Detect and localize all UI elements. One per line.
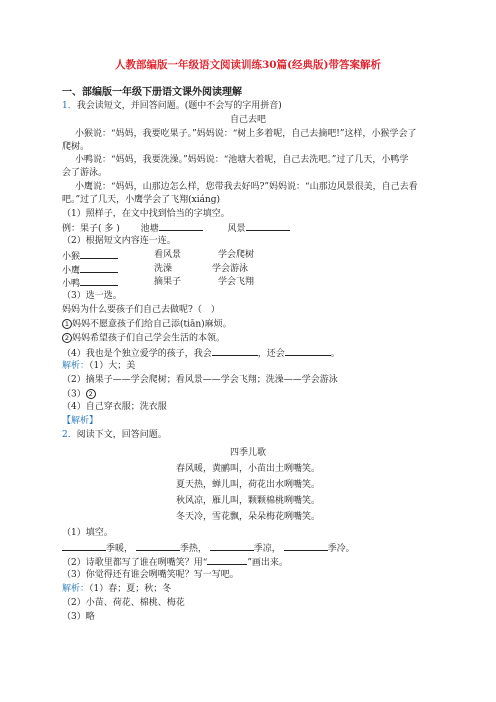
q2-sub-question-3: （3）你觉得还有谁会咧嘴笑呢？写一写吧。 <box>62 570 239 580</box>
fill-label: 风景 <box>227 224 246 234</box>
match-row <box>62 250 118 263</box>
sub-question-1: （1）照样子，在文中找到恰当的字填空。 <box>62 209 230 219</box>
poem-line: 冬天冷，雪花飘，朵朵梅花咧嘴笑。 <box>176 512 321 522</box>
story-title: 自己去吧 <box>229 115 266 125</box>
story-paragraph-2-cont: 会了游泳。 <box>62 168 108 178</box>
fill-text: 季热， <box>179 544 207 554</box>
answer-blank[interactable] <box>210 542 254 551</box>
sub-question-3: （3）选一选。 <box>62 291 122 301</box>
q2-answer-line-2: （2）小苗、荷花、棉桃、梅花 <box>62 598 185 608</box>
match-row <box>62 264 118 277</box>
poem-line: 夏天热，蝉儿叫，荷花出水咧嘴笑。 <box>176 480 321 490</box>
poem-line: 春风暖，黄鹂叫，小苗出土咧嘴笑。 <box>176 464 321 474</box>
answer-blank[interactable] <box>62 542 106 551</box>
story-paragraph-3-cont: 吧。”过了几天，小鹰学会了飞翔(xiáng) <box>62 195 221 205</box>
match-right: 学会飞翔 <box>218 277 255 287</box>
fill-line <box>62 542 355 555</box>
answer-blank[interactable] <box>80 277 118 286</box>
match-row <box>62 277 118 290</box>
fill-text: 季凉， <box>253 544 281 554</box>
story-paragraph-1: 小猴说：“妈妈，我要吃果子。”妈妈说：“树上多着呢，自己去摘吧!”这样，小猴学会了 <box>75 129 417 139</box>
answer-blank[interactable] <box>285 347 331 356</box>
answer-blank[interactable] <box>136 542 180 551</box>
answer-text: （1）春；夏；秋；冬 <box>89 584 172 594</box>
question-text: 阅读下文，回答问题。 <box>76 430 167 440</box>
poem-line: 秋风凉，雁儿叫，颗颗棉桃咧嘴笑。 <box>176 496 321 506</box>
question-2-intro <box>62 430 167 441</box>
option-marker: 1 <box>62 319 72 329</box>
question-text: ，还会 <box>257 349 285 359</box>
answer-line-2: （2）摘果子——学会爬树；看风景——学会飞翔；洗澡——学会游泳 <box>62 375 338 385</box>
poem-title: 四季儿歌 <box>229 448 266 458</box>
explanation-link[interactable]: 【解析】 <box>62 416 99 426</box>
answer-text: （3） <box>62 389 86 400</box>
answer-blank[interactable] <box>159 222 203 231</box>
option-text: 妈妈希望孩子们自己学会生活的本领。 <box>72 333 226 344</box>
option-marker: 2 <box>86 389 96 399</box>
answer-blank[interactable] <box>246 222 290 231</box>
example-line <box>62 222 290 235</box>
fill-text: 季冷。 <box>327 544 355 554</box>
q2-answer-line-3: （3）略 <box>62 612 95 622</box>
answer-blank[interactable] <box>207 556 247 565</box>
example-text: 例：果子( 多 ) <box>62 224 120 234</box>
answer-line-4: （4）自己穿衣服；洗衣服 <box>62 402 167 412</box>
fill-text: 季暖， <box>106 544 134 554</box>
answer-blank[interactable] <box>284 542 328 551</box>
answer-blank[interactable] <box>80 250 118 259</box>
answer-line-3 <box>62 389 96 401</box>
option-marker: 2 <box>62 333 72 343</box>
answer-line-1 <box>62 361 135 372</box>
match-middle: 摘果子 <box>154 277 182 287</box>
match-middle: 洗澡 <box>154 264 173 274</box>
answer-blank[interactable] <box>80 264 118 273</box>
story-paragraph-1-cont: 爬树。 <box>62 142 90 152</box>
match-middle: 看风景 <box>154 250 182 260</box>
question-text: 我会读短文，并回答问题。(题中不会写的字用拼音) <box>76 101 282 111</box>
q2-answer-line-1 <box>62 584 171 595</box>
choice-option-1[interactable] <box>62 319 232 331</box>
question-text: （2）诗歌里都写了谁在咧嘴笑？用“ <box>62 558 208 568</box>
question-text: 。 <box>330 349 340 359</box>
question-text: ”画出来。 <box>247 558 288 568</box>
answer-label: 解析： <box>62 361 90 371</box>
match-left: 小鹰 <box>62 266 81 276</box>
choice-option-2[interactable] <box>62 333 225 345</box>
fill-label: 池塘 <box>140 224 159 234</box>
question-number: 1． <box>62 101 77 111</box>
sub-question-2: （2）根据短文内容连一连。 <box>62 236 176 246</box>
match-left: 小鸭 <box>62 279 81 289</box>
match-right: 学会游泳 <box>212 264 249 274</box>
q2-sub-question-2 <box>62 556 288 569</box>
question-1-intro <box>62 101 282 112</box>
choice-question: 妈妈为什么要孩子们自己去做呢?（ ） <box>62 305 220 315</box>
answer-blank[interactable] <box>212 347 258 356</box>
sub-question-4 <box>62 347 340 360</box>
question-number: 2． <box>62 430 77 440</box>
document-title: 人教部编版一年级语文阅读训练30篇(经典版)带答案解析 <box>114 59 382 71</box>
answer-label: 解析： <box>62 584 90 594</box>
q2-sub-question-1: （1）填空。 <box>62 528 113 538</box>
story-paragraph-3: 小鹰说：“妈妈，山那边怎么样，您带我去好吗?”妈妈说：“山那边风景很美，自己去看 <box>75 182 418 192</box>
question-text: （4）我也是个独立爱学的孩子，我会 <box>62 349 212 359</box>
option-text: 妈妈不愿意孩子们给自己添(tiān)麻烦。 <box>72 319 232 330</box>
match-right: 学会爬树 <box>218 250 255 260</box>
match-left: 小猴 <box>62 252 81 262</box>
answer-text: （1）大；美 <box>89 361 136 371</box>
story-paragraph-2: 小鸭说：“妈妈，我要洗澡。”妈妈说：“池塘大着呢，自己去洗吧。”过了几天，小鸭学 <box>75 155 409 165</box>
section-heading: 一、部编版一年级下册语文课外阅读理解 <box>62 87 242 98</box>
